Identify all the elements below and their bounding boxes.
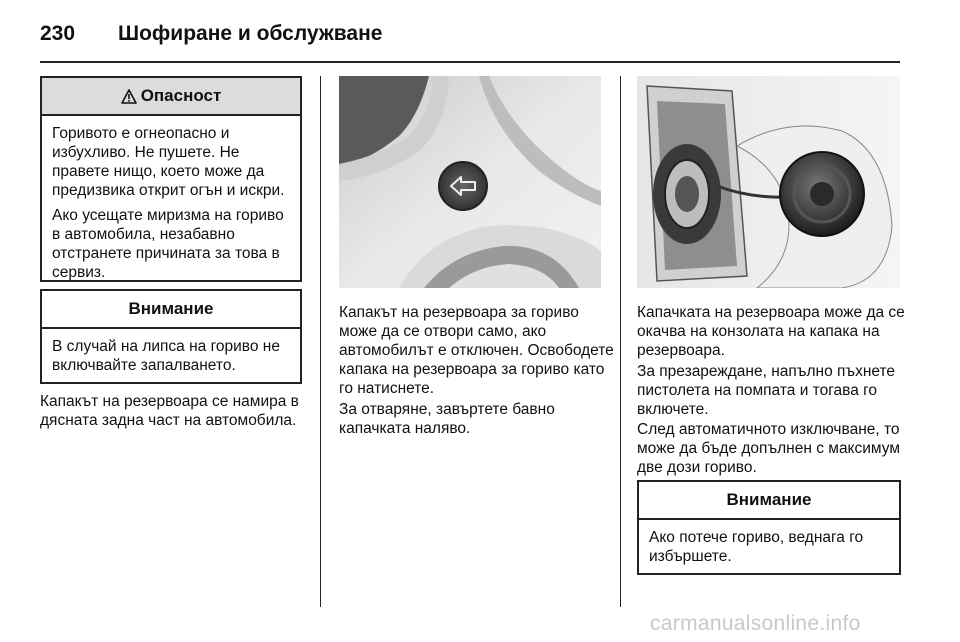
caution-box-1-body — [42, 329, 300, 387]
page-title: Шофиране и обслужване — [118, 22, 383, 45]
col3-paragraph-1: Капачката на резервоара може да се окачва на конзолата на капака на резервоара. — [637, 304, 905, 359]
fuel-cap-photo — [637, 76, 900, 288]
danger-box-heading — [42, 78, 300, 116]
danger-box — [40, 76, 302, 282]
caution-box-1-heading: Внимание — [42, 291, 300, 329]
danger-box-body — [42, 116, 300, 294]
danger-heading-text: Опасност — [140, 86, 222, 105]
watermark: carmanualsonline.info — [650, 612, 861, 635]
caution-1-text: В случай на липса на гориво не включвайте запалването. — [52, 338, 280, 374]
danger-paragraph-2: Ако усещате миризма на гориво в автомобила, незабавно отстранете причината за това в сервиз. — [52, 207, 284, 281]
danger-paragraph-1: Горивото е огнеопасно и избухливо. Не пушете. Не правете нищо, което може да предизвика открит огън и искри. — [52, 125, 285, 199]
header-rule — [40, 61, 900, 63]
col1-paragraph: Капакът на резервоара се намира в дясната задна част на автомобила. — [40, 393, 299, 429]
page-header — [40, 14, 920, 50]
column-divider-right — [620, 76, 621, 607]
caution-box-2-heading: Внимание — [639, 482, 899, 520]
col3-paragraph-3: След автоматичното изключване, то може да бъде допълнен с максимум две дози гориво. — [637, 421, 900, 476]
col2-paragraph-2: За отваряне, завъртете бавно капачката наляво. — [339, 401, 555, 437]
page-number: 230 — [40, 22, 76, 45]
caution-2-text: Ако потече гориво, веднага го избършете. — [649, 529, 864, 565]
caution-box-2-body — [639, 520, 899, 578]
column-divider-left — [320, 76, 321, 607]
caution-box-2 — [637, 480, 901, 575]
warning-triangle-icon — [121, 89, 137, 104]
fuel-door-location-photo — [339, 76, 601, 288]
col2-paragraph-1: Капакът на резервоара за гориво може да се отвори само, ако автомобилът е отключен. Освободете капака на резервоара за гориво като го натиснете. — [339, 304, 614, 397]
col3-paragraph-2: За презареждане, напълно пъхнете пистолета на помпата и тогава го включете. — [637, 363, 896, 418]
caution-box-1 — [40, 289, 302, 384]
